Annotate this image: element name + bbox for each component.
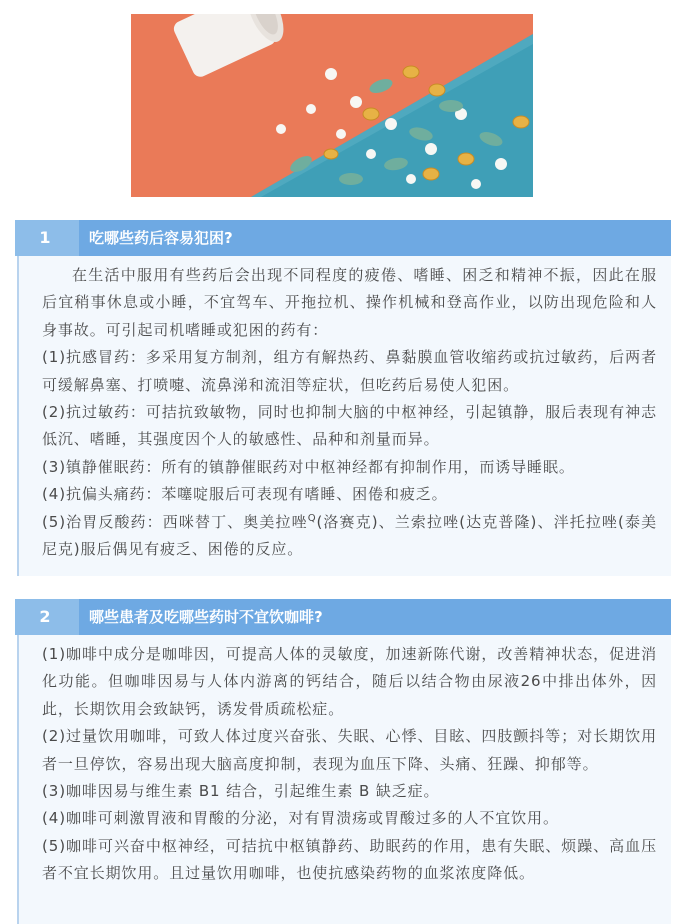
section-1-body — [17, 256, 671, 576]
list-item: (3)咖啡因易与维生素 B1 结合，引起维生素 B 缺乏症。 — [42, 782, 440, 801]
item-text: (5)治胃反酸药：西咪替丁、奥美拉唑 — [42, 512, 308, 531]
list-item — [42, 509, 657, 564]
section-2 — [15, 599, 671, 924]
section-title: 哪些患者及吃哪些药时不宜饮咖啡? — [79, 599, 671, 635]
pills-photo-icon — [131, 14, 533, 197]
list-item: (4)咖啡可刺激胃液和胃酸的分泌，对有胃溃疡或胃酸过多的人不宜饮用。 — [42, 809, 559, 828]
list-item: (3)镇静催眠药：所有的镇静催眠药对中枢神经都有抑制作用，而诱导睡眠。 — [42, 457, 575, 476]
item-text: (洛赛克)、兰索拉唑(达克普隆)、泮托拉唑(泰美尼克)服后偶见有疲乏、困倦的反应。 — [42, 512, 657, 559]
hero-image — [131, 14, 533, 197]
list-item: (1)咖啡中成分是咖啡因，可提高人体的灵敏度，加速新陈代谢，改善精神状态，促进消化功能。但咖啡因易与人体内游离的钙结合，随后以结合物由尿液26中排出体外，因此，长期饮用会致缺钙，诱发骨质疏松症。 — [42, 645, 657, 718]
list-item: (4)抗偏头痛药：苯噻啶服后可表现有嗜睡、困倦和疲乏。 — [42, 485, 448, 504]
section-title: 吃哪些药后容易犯困? — [79, 220, 671, 256]
list-item: (2)过量饮用咖啡，可致人体过度兴奋张、失眠、心悸、目眩、四肢颤抖等；对长期饮用者一旦停饮，容易出现大脑高度抑制，表现为血压下降、头痛、狂躁、抑郁等。 — [42, 727, 657, 773]
section-number: 1 — [39, 228, 51, 247]
intro-paragraph: 在生活中服用有些药后会出现不同程度的疲倦、嗜睡、困乏和精神不振，因此在服后宜稍事休息或小睡，不宜驾车、开拖拉机、操作机械和登高作业，以防出现危险和人身事故。可引起司机嗜睡或犯困的药有： — [42, 266, 657, 339]
section-2-body — [17, 635, 671, 924]
list-item: (5)咖啡可兴奋中枢神经，可拮抗中枢镇静药、助眠药的作用，患有失眠、烦躁、高血压者不宜长期饮用。且过量饮用咖啡，也使抗感染药物的血浆浓度降低。 — [42, 836, 657, 883]
list-item: (1)抗感冒药：多采用复方制剂，组方有解热药、鼻黏膜血管收缩药或抗过敏药，后两者可缓解鼻塞、打喷嚏、流鼻涕和流泪等症状，但吃药后易使人犯困。 — [42, 348, 657, 394]
section-number: 2 — [39, 607, 51, 626]
section-1 — [15, 220, 671, 576]
section-1-header — [15, 220, 671, 256]
list-item: (2)抗过敏药：可拮抗致敏物，同时也抑制大脑的中枢神经，引起镇静，服后表现有神志低沉、嗜睡，其强度因个人的敏感性、品种和剂量而异。 — [42, 403, 657, 449]
superscript-mark: Q — [307, 512, 317, 524]
section-2-header — [15, 599, 671, 635]
